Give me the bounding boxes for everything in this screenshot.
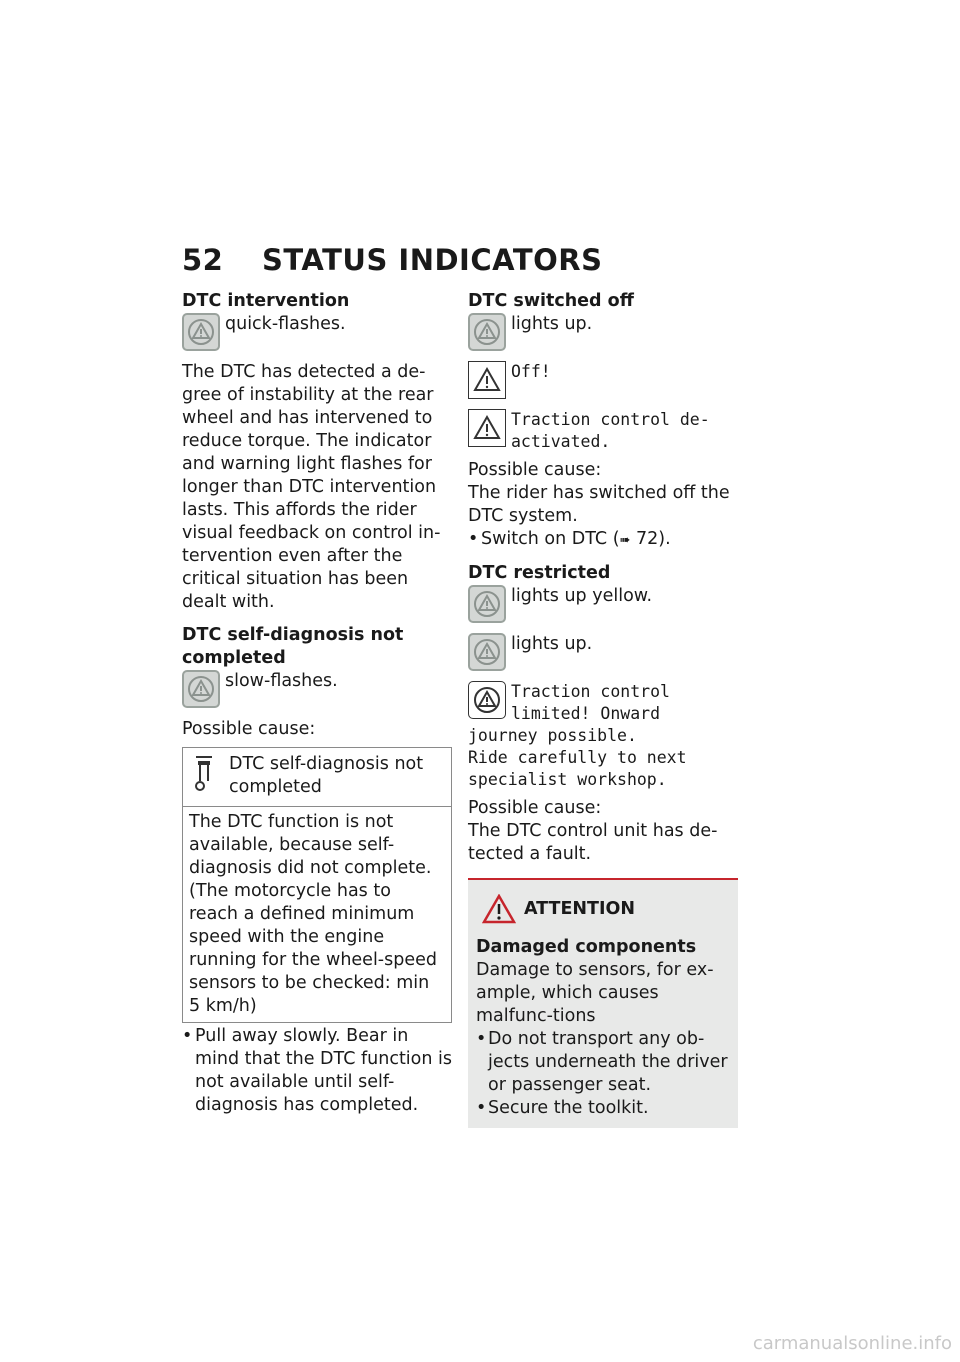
restricted-cause-text: The DTC control unit has de-tected a fault.: [468, 821, 718, 864]
list-item: [182, 1025, 452, 1117]
warning-triangle-icon: [468, 361, 506, 399]
page-reference-arrow-icon: ➠: [619, 533, 631, 548]
self-diagnosis-table: [182, 747, 452, 1023]
restricted-message-line: journey possible.: [468, 726, 637, 745]
off-indicator-row: [468, 313, 738, 351]
dtc-indicator-icon: [182, 670, 220, 708]
warning-triangle-icon: [468, 409, 506, 447]
table-message-text: DTC self-diagnosis not completed: [229, 754, 424, 797]
selfdiag-indicator-text: slow-flashes.: [225, 671, 338, 691]
list-item: [468, 528, 738, 552]
bullet-dot: •: [476, 1098, 487, 1118]
speed-sensor-icon: [189, 753, 229, 800]
bullet-text: Switch on DTC (➠ 72).: [481, 529, 671, 549]
off-message-row: [468, 409, 738, 453]
watermark: carmanualsonline.info: [752, 1333, 952, 1354]
off-message-row: [468, 361, 738, 399]
bullet-dot: •: [468, 529, 479, 549]
page-title: STATUS INDICATORS: [262, 243, 603, 277]
attention-title: ATTENTION: [524, 898, 636, 919]
bullet-dot: •: [476, 1029, 487, 1049]
dtc-intervention-heading: DTC intervention: [182, 291, 350, 311]
bullet-dot: •: [182, 1026, 193, 1046]
restricted-indicator-row: [468, 585, 738, 623]
bullet-text: Do not transport any ob-jects underneath the driver or passenger seat.: [488, 1029, 728, 1095]
restricted-indicator-row: [468, 633, 738, 671]
off-message-text: Off!: [511, 362, 551, 381]
dtc-indicator-icon: [468, 633, 506, 671]
intervention-indicator-row: [182, 313, 452, 351]
self-diagnosis-heading: DTC self-diagnosis not completed: [182, 625, 404, 668]
traction-deactivated-message: Traction control de-activated.: [511, 410, 710, 451]
left-column: [182, 290, 452, 1117]
warning-triangle-icon: [482, 894, 516, 924]
dtc-indicator-icon: [182, 313, 220, 351]
restricted-message-text: Traction control limited! Onward: [511, 682, 670, 723]
restricted-indicator-text: lights up yellow.: [511, 586, 653, 606]
intervention-body: The DTC has detected a de-gree of instability at the rear wheel and has intervened to reduce torque. The indicator and warning light flashes for longer than DTC intervention lasts. This affords the rider visual feedback on control in-tervention even after the critical situation has been dealt with.: [182, 362, 441, 612]
attention-body: Damage to sensors, for ex-ample, which causes malfunc-tions: [476, 960, 714, 1026]
dtc-switched-off-heading: DTC switched off: [468, 291, 634, 311]
dtc-indicator-icon: [468, 585, 506, 623]
restricted-message-line: Ride carefully to next: [468, 748, 687, 767]
attention-box: [468, 878, 738, 1128]
dtc-restricted-heading: DTC restricted: [468, 563, 611, 583]
restricted-message-line: specialist workshop.: [468, 770, 667, 789]
possible-cause-label: Possible cause:: [468, 460, 602, 480]
bullet-text: Pull away slowly. Bear in mind that the DTC function is not available until self-diagnosis has completed.: [195, 1026, 453, 1115]
selfdiag-indicator-row: [182, 670, 452, 708]
attention-title-row: [482, 894, 730, 924]
restricted-indicator-text: lights up.: [511, 634, 593, 654]
intervention-indicator-text: quick-flashes.: [225, 314, 346, 334]
restricted-message-row: [468, 681, 738, 725]
possible-cause-label: Possible cause:: [182, 719, 316, 739]
dtc-outline-icon: [468, 681, 506, 719]
table-message-row: [183, 748, 451, 807]
right-column: [468, 290, 738, 1128]
page-number: 52: [182, 243, 224, 277]
off-indicator-text: lights up.: [511, 314, 593, 334]
list-item: [476, 1097, 730, 1120]
attention-subtitle: Damaged components: [476, 937, 697, 957]
off-cause-text: The rider has switched off the DTC system.: [468, 483, 730, 526]
bullet-text: Secure the toolkit.: [488, 1098, 649, 1118]
list-item: [476, 1028, 730, 1097]
possible-cause-label: Possible cause:: [468, 798, 602, 818]
page-header: [182, 243, 602, 277]
dtc-indicator-icon: [468, 313, 506, 351]
table-body-row: The DTC function is not available, because self-diagnosis did not complete. (The motorcycle has to reach a defined minimum speed with the engine running for the wheel-speed sensors to be checked: min 5 km/h): [189, 812, 437, 1016]
